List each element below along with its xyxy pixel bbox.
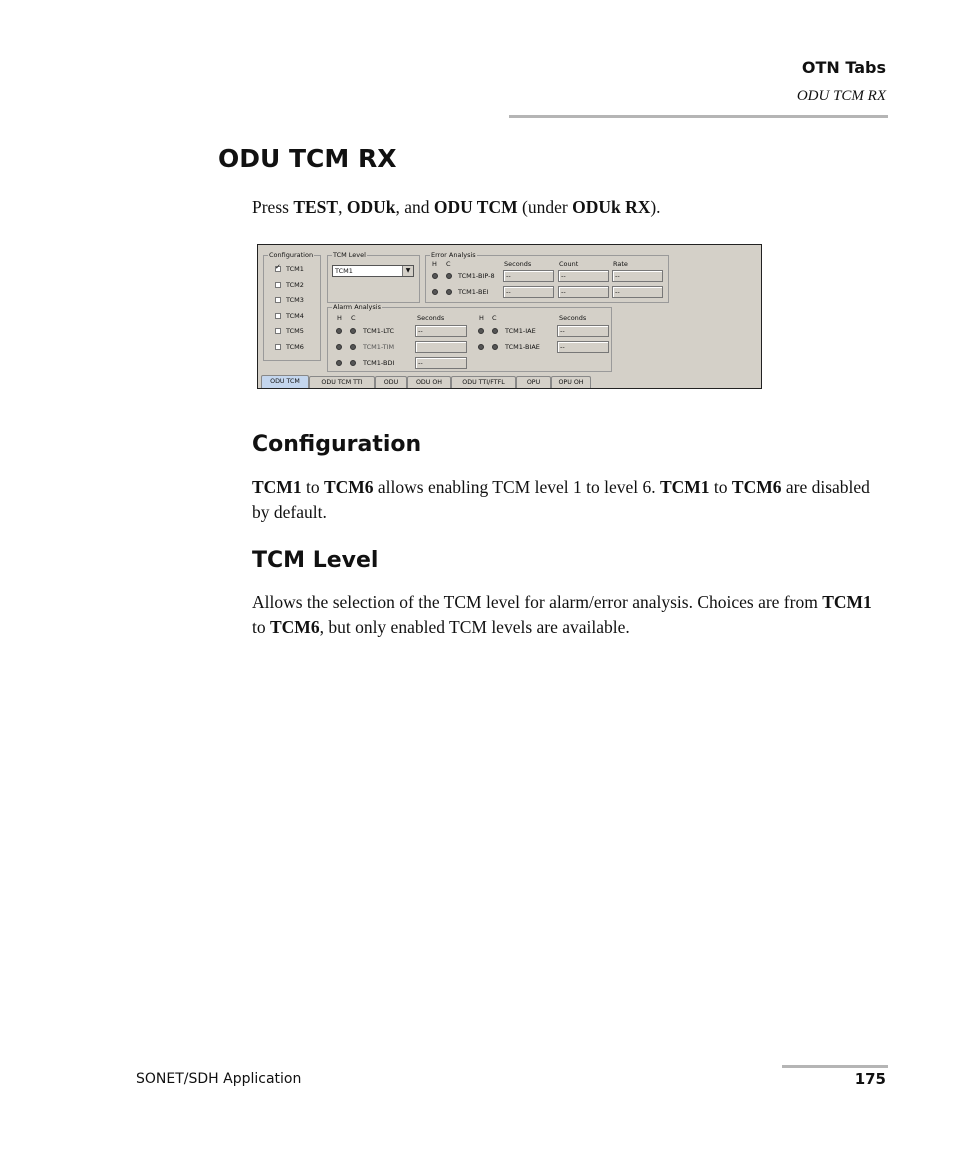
- tcm-level-group-title: TCM Level: [333, 251, 366, 259]
- configuration-paragraph: [252, 475, 888, 525]
- tcm3-label: TCM3: [286, 296, 304, 304]
- configuration-text: allows enabling TCM level 1 to level 6.: [373, 477, 660, 497]
- intro-text: ,: [338, 197, 347, 217]
- tcm6-checkbox[interactable]: [275, 344, 281, 350]
- alarm-ltc-label: TCM1-LTC: [363, 327, 395, 335]
- error-bip8-label: TCM1-BIP-8: [458, 272, 495, 280]
- tab-odu-oh[interactable]: ODU OH: [407, 376, 451, 388]
- alarm-tim-label: TCM1-TIM: [363, 343, 395, 351]
- configuration-text: to: [709, 477, 732, 497]
- intro-bold: ODUk RX: [572, 197, 651, 217]
- intro-text: ).: [650, 197, 661, 217]
- tab-odu-tti-ftfl[interactable]: ODU TTI/FTFL: [451, 376, 516, 388]
- alarm-biae-c-led: [492, 344, 498, 350]
- error-bip8-rate: --: [612, 270, 663, 282]
- error-bip8-c-led: [446, 273, 452, 279]
- error-analysis-group: [425, 251, 669, 303]
- alarm-tim-c-led: [350, 344, 356, 350]
- alarm-iae-seconds: --: [557, 325, 609, 337]
- configuration-bold: TCM1: [252, 477, 302, 497]
- configuration-heading: Configuration: [252, 432, 422, 457]
- intro-text: , and: [395, 197, 434, 217]
- tcm6-label: TCM6: [286, 343, 304, 351]
- alarm-right-seconds-header: Seconds: [559, 314, 587, 322]
- tab-opu-oh[interactable]: OPU OH: [551, 376, 591, 388]
- intro-text: (under: [517, 197, 573, 217]
- tcm-level-text: Allows the selection of the TCM level for alarm/error analysis. Choices are from: [252, 592, 823, 612]
- header-rule: [509, 115, 888, 118]
- error-c-header: C: [446, 260, 451, 268]
- chevron-down-icon[interactable]: ▼: [402, 266, 413, 276]
- tcm-level-value: TCM1: [335, 267, 353, 275]
- tcm3-checkbox[interactable]: [275, 297, 281, 303]
- tcm-level-text: , but only enabled TCM levels are available.: [319, 617, 630, 637]
- tab-odu[interactable]: ODU: [375, 376, 407, 388]
- error-seconds-header: Seconds: [504, 260, 532, 268]
- intro-paragraph: [252, 195, 661, 220]
- alarm-ltc-h-led: [336, 328, 342, 334]
- error-bei-label: TCM1-BEI: [458, 288, 489, 296]
- odu-tcm-screenshot: [257, 244, 762, 389]
- page-title: ODU TCM RX: [218, 144, 397, 173]
- alarm-c-header: C: [351, 314, 356, 322]
- configuration-bold: TCM6: [323, 477, 374, 497]
- error-bip8-seconds: --: [503, 270, 554, 282]
- alarm-right-c-header: C: [492, 314, 497, 322]
- tcm2-checkbox[interactable]: [275, 282, 281, 288]
- error-count-header: Count: [559, 260, 579, 268]
- page-number: 175: [854, 1070, 886, 1088]
- tcm-level-text: to: [252, 617, 270, 637]
- tcm4-checkbox[interactable]: [275, 313, 281, 319]
- tcm5-label: TCM5: [286, 327, 304, 335]
- alarm-bdi-c-led: [350, 360, 356, 366]
- alarm-right-h-header: H: [479, 314, 484, 322]
- configuration-bold: TCM1: [659, 477, 710, 497]
- tcm1-label: TCM1: [286, 265, 304, 273]
- alarm-analysis-group-title: Alarm Analysis: [333, 303, 381, 311]
- error-bip8-count: --: [558, 270, 609, 282]
- tcm4-label: TCM4: [286, 312, 304, 320]
- tcm-level-group: [327, 251, 420, 303]
- alarm-iae-c-led: [492, 328, 498, 334]
- configuration-text: to: [301, 477, 324, 497]
- alarm-seconds-header: Seconds: [417, 314, 445, 322]
- error-bip8-h-led: [432, 273, 438, 279]
- alarm-iae-h-led: [478, 328, 484, 334]
- configuration-text: are disabled by default.: [252, 477, 870, 522]
- header-title: OTN Tabs: [801, 58, 886, 77]
- error-bei-rate: --: [612, 286, 663, 298]
- tcm2-label: TCM2: [286, 281, 304, 289]
- configuration-group: [263, 251, 321, 361]
- tcm-level-paragraph: [252, 590, 888, 640]
- alarm-biae-h-led: [478, 344, 484, 350]
- intro-text: Press: [252, 197, 294, 217]
- alarm-iae-label: TCM1-IAE: [505, 327, 536, 335]
- tcm1-checkbox[interactable]: [275, 266, 281, 272]
- tcm-level-heading: TCM Level: [252, 548, 379, 573]
- tab-opu[interactable]: OPU: [516, 376, 551, 388]
- error-bei-count: --: [558, 286, 609, 298]
- alarm-bdi-label: TCM1-BDI: [363, 359, 395, 367]
- alarm-bdi-h-led: [336, 360, 342, 366]
- configuration-group-title: Configuration: [269, 251, 314, 259]
- error-h-header: H: [432, 260, 437, 268]
- intro-bold: TEST: [293, 197, 339, 217]
- alarm-h-header: H: [337, 314, 342, 322]
- alarm-tim-h-led: [336, 344, 342, 350]
- footer-rule: [782, 1065, 888, 1068]
- intro-bold: ODU TCM: [433, 197, 518, 217]
- error-bei-seconds: --: [503, 286, 554, 298]
- configuration-bold: TCM6: [731, 477, 782, 497]
- tcm5-checkbox[interactable]: [275, 328, 281, 334]
- error-bei-c-led: [446, 289, 452, 295]
- tcm-level-bold: TCM6: [270, 617, 320, 637]
- alarm-ltc-seconds: --: [415, 325, 467, 337]
- header-subtitle: ODU TCM RX: [796, 88, 886, 104]
- alarm-biae-label: TCM1-BIAE: [505, 343, 540, 351]
- error-bei-h-led: [432, 289, 438, 295]
- alarm-tim-seconds: [415, 341, 467, 353]
- alarm-bdi-seconds: --: [415, 357, 467, 369]
- footer-doc-title: SONET/SDH Application: [136, 1071, 302, 1087]
- tab-odu-tcm-tti[interactable]: ODU TCM TTI: [309, 376, 375, 388]
- tab-odu-tcm[interactable]: ODU TCM: [261, 375, 309, 388]
- alarm-analysis-group: [327, 303, 612, 372]
- error-analysis-group-title: Error Analysis: [431, 251, 476, 259]
- error-rate-header: Rate: [613, 260, 628, 268]
- alarm-ltc-c-led: [350, 328, 356, 334]
- tcm-level-select[interactable]: [332, 265, 414, 277]
- alarm-biae-seconds: --: [557, 341, 609, 353]
- intro-bold: ODUk: [346, 197, 396, 217]
- tcm-level-bold: TCM1: [822, 592, 872, 612]
